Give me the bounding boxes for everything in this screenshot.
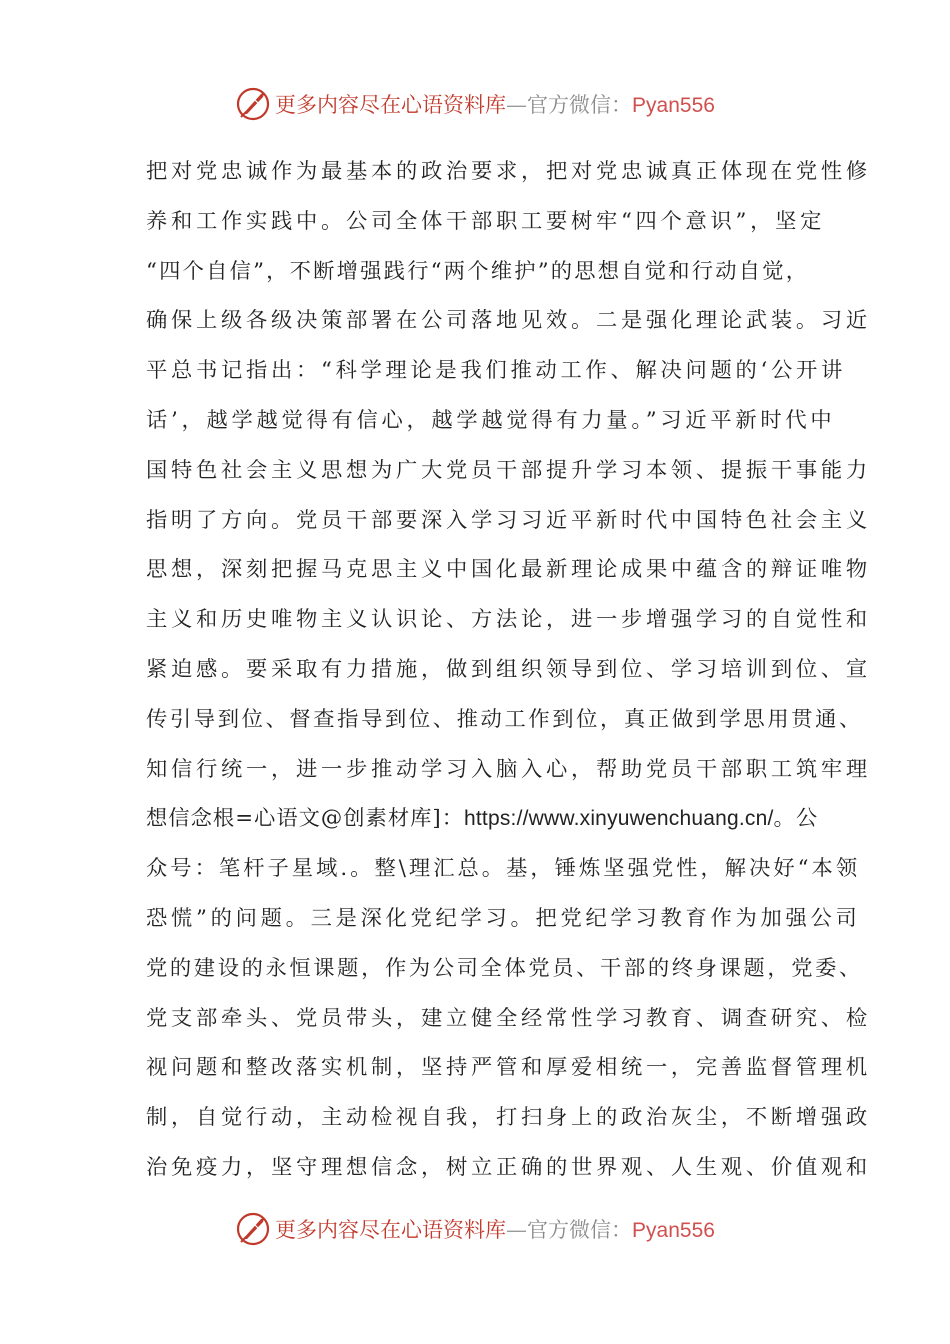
body-line-17: 党的建设的永恒课题，作为公司全体党员、干部的终身课题，党委、	[146, 955, 863, 981]
body-line-1: 把对党忠诚作为最基本的政治要求，把对党忠诚真正体现在党性修	[146, 159, 871, 184]
body-line-15: 众号：笔杆子星域.。整\理汇总。基，锤炼坚强党性，解决好“本领	[146, 856, 861, 882]
header-banner-wechat-id: Pyan556	[632, 94, 715, 117]
website-link[interactable]: https://www.xinyuwenchuang.cn/	[464, 807, 774, 831]
body-line-18: 党支部牵头、党员带头，建立健全经常性学习教育、调查研究、检	[146, 1005, 871, 1031]
body-line-4: 确保上级各级决策部署在公司落地见效。二是强化理论武装。习近	[146, 308, 871, 334]
header-banner-dash: —	[506, 93, 528, 117]
body-line-2: 养和工作实践中。公司全体干部职工要树牢“四个意识”，坚定	[146, 208, 826, 234]
body-line-6: 话’，越学越觉得有信心，越学越觉得有力量。”习近平新时代中	[146, 407, 836, 433]
url-line-prefix: 想信念根=心语文@创素材库]：	[146, 806, 465, 832]
body-line-7: 国特色社会主义思想为广大党员干部提升学习本领、提振干事能力	[146, 457, 871, 483]
footer-banner-wechat-label: 官方微信：	[527, 1218, 633, 1242]
header-banner-text	[275, 89, 715, 119]
body-line-21: 治免疫力，坚守理想信念，树立正确的世界观、人生观、价值观和	[146, 1154, 871, 1180]
body-line-19: 视问题和整改落实机制，坚持严管和厚爱相统一，完善监督管理机	[146, 1055, 871, 1081]
quill-logo-icon	[235, 86, 271, 122]
body-line-10: 主义和历史唯物主义认识论、方法论，进一步增强学习的自觉性和	[146, 607, 871, 633]
body-line-11: 紧迫感。要采取有力措施，做到组织领导到位、学习培训到位、宣	[146, 656, 871, 682]
quill-logo-icon	[235, 1211, 271, 1247]
footer-banner-title: 更多内容尽在心语资料库	[275, 1218, 507, 1242]
footer-banner	[0, 1209, 950, 1249]
body-line-8: 指明了方向。党员干部要深入学习习近平新时代中国特色社会主义	[146, 507, 871, 533]
header-banner-title: 更多内容尽在心语资料库	[275, 93, 507, 117]
body-line-20: 制，自觉行动，主动检视自我，打扫身上的政治灰尘，不断增强政	[146, 1105, 871, 1131]
header-banner	[0, 84, 950, 124]
url-line-suffix: 。公	[773, 806, 819, 832]
body-line-url	[146, 794, 819, 844]
footer-banner-wechat-id: Pyan556	[632, 1219, 715, 1242]
body-line-12: 传引导到位、督查指导到位、推动工作到位，真正做到学思用贯通、	[146, 706, 863, 732]
body-line-13: 知信行统一，进一步推动学习入脑入心，帮助党员干部职工筑牢理	[146, 756, 871, 782]
footer-banner-dash: —	[506, 1218, 528, 1242]
header-banner-wechat-label: 官方微信：	[527, 93, 633, 117]
footer-banner-text	[275, 1214, 715, 1244]
body-line-5: 平总书记指出：“科学理论是我们推动工作、解决问题的‘公开讲	[146, 358, 846, 384]
body-line-9: 思想，深刻把握马克思主义中国化最新理论成果中蕴含的辩证唯物	[146, 557, 871, 583]
body-line-3: “四个自信”，不断增强践行“两个维护”的思想自觉和行动自觉，	[146, 258, 810, 284]
document-body	[146, 147, 871, 1193]
body-line-16: 恐慌”的问题。三是深化党纪学习。把党纪学习教育作为加强公司	[146, 905, 861, 931]
